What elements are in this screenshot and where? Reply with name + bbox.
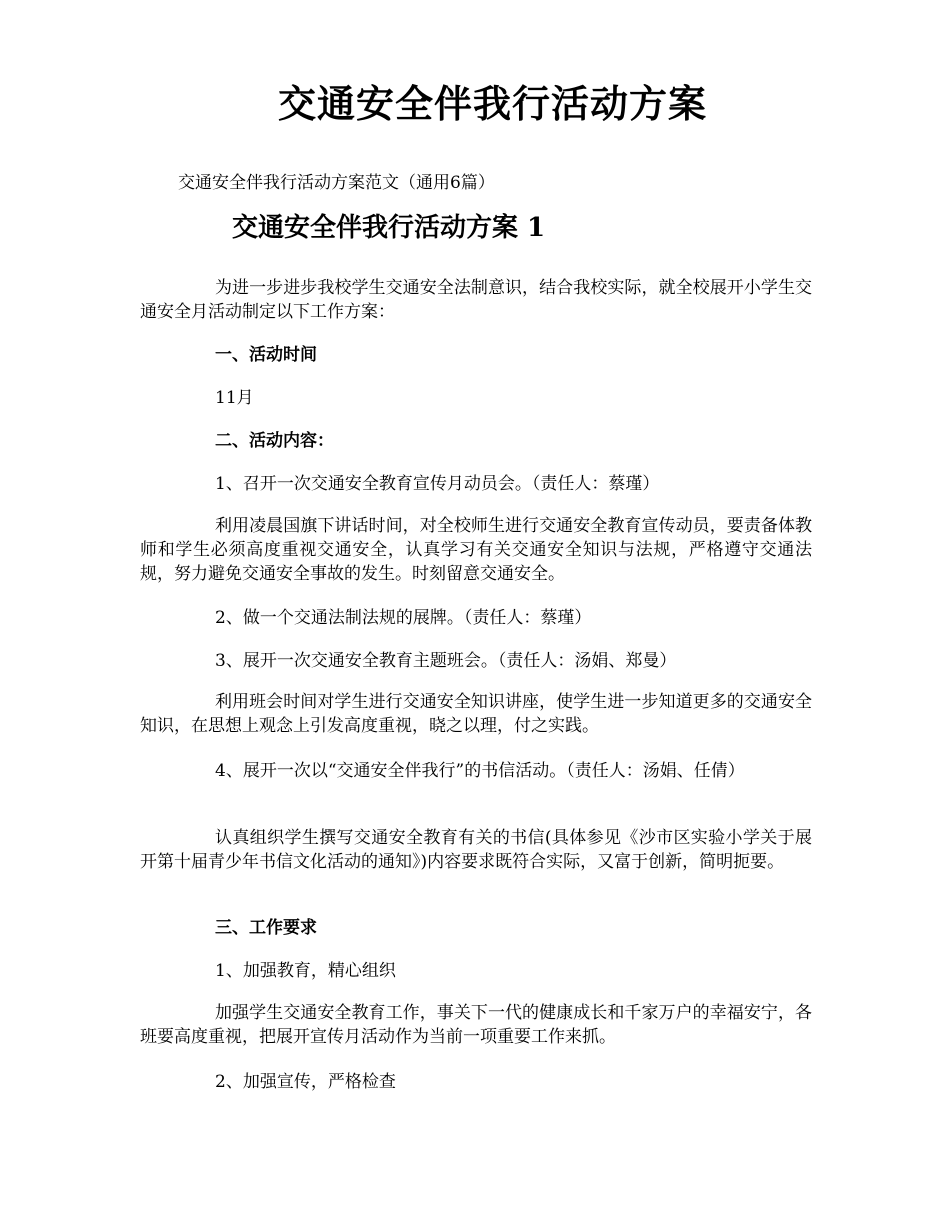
content-item-1: 1、召开一次交通安全教育宣传月动员会。（责任人：蔡瑾） (215, 474, 660, 494)
heading-work-requirements: 三、工作要求 (215, 918, 317, 938)
requirement-1: 1、加强教育，精心组织 (215, 961, 396, 981)
content-item-3-detail: 利用班会时间对学生进行交通安全知识讲座，使学生进一步知道更多的交通安全知识，在思想上观念上引发高度重视，晓之以理，付之实践。 (140, 692, 812, 736)
requirement-1-detail: 加强学生交通安全教育工作，事关下一代的健康成长和千家万户的幸福安宁，各班要高度重视，把展开宣传月活动作为当前一项重要工作来抓。 (140, 1003, 812, 1047)
content-item-3: 3、展开一次交通安全教育主题班会。（责任人：汤娟、郑曼） (215, 651, 677, 671)
content-item-1-detail: 利用凌晨国旗下讲话时间，对全校师生进行交通安全教育宣传动员，要责备体教师和学生必须高度重视交通安全，认真学习有关交通安全知识与法规，严格遵守交通法规，努力避免交通安全事故的发生。时刻留意交通安全。 (140, 516, 812, 584)
activity-time-value: 11月 (215, 388, 254, 408)
content-item-4: 4、展开一次以“交通安全伴我行”的书信活动。（责任人：汤娟、任倩） (215, 761, 745, 781)
heading-activity-time: 一、活动时间 (215, 345, 317, 365)
content-item-4-detail: 认真组织学生撰写交通安全教育有关的书信(具体参见《沙市区实验小学关于展开第十届青少年书信文化活动的通知》)内容要求既符合实际，又富于创新，简明扼要。 (140, 828, 812, 872)
requirement-2: 2、加强宣传，严格检查 (215, 1072, 396, 1092)
content-item-2: 2、做一个交通法制法规的展牌。（责任人：蔡瑾） (215, 608, 592, 628)
heading-activity-content: 二、活动内容： (215, 431, 334, 451)
document-subtitle: 交通安全伴我行活动方案范文（通用6篇） (178, 173, 495, 193)
document-title: 交通安全伴我行活动方案 (277, 81, 707, 126)
section-title: 交通安全伴我行活动方案 1 (232, 213, 546, 243)
intro-paragraph: 为进一步进步我校学生交通安全法制意识，结合我校实际，就全校展开小学生交通安全月活动制定以下工作方案： (140, 278, 812, 322)
